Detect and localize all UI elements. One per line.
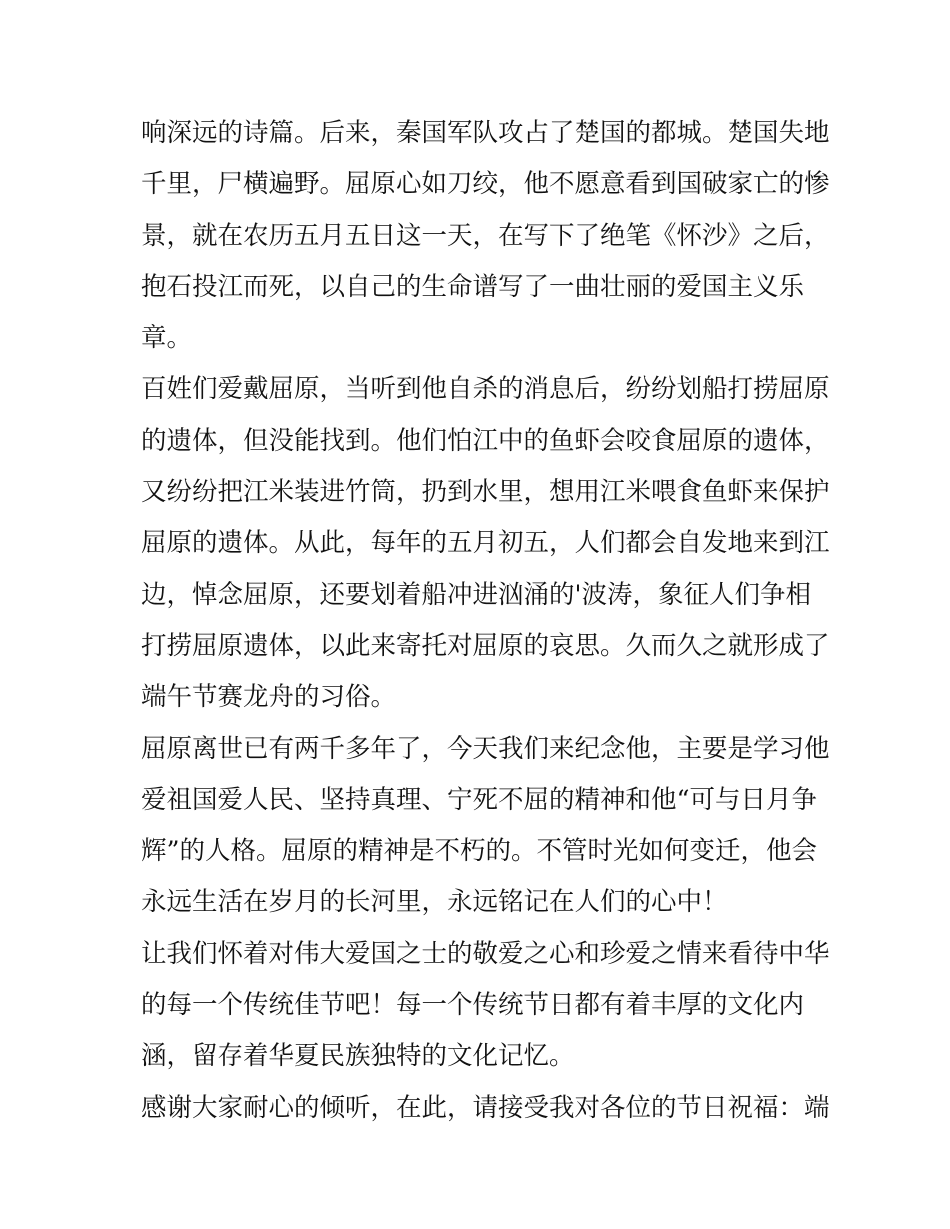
text-line: 永远生活在岁月的长河里，永远铭记在人们的心中！ (141, 887, 728, 918)
text-line: 辉”的人格。屈原的精神是不朽的。不管时光如何变迁，他会 (141, 836, 818, 867)
text-line: 抱石投江而死，以自己的生命谱写了一曲壮丽的爱国主义乐 (141, 271, 805, 302)
text-line: 百姓们爱戴屈原，当听到他自杀的消息后，纷纷划船打捞屈原 (141, 374, 830, 405)
text-line: 的遗体，但没能找到。他们怕江中的鱼虾会咬食屈原的遗体， (141, 425, 830, 456)
text-line: 边，悼念屈原，还要划着船冲进汹涌的'波涛，象征人们争相 (141, 579, 812, 610)
text-line: 打捞屈原遗体，以此来寄托对屈原的哀思。久而久之就形成了 (141, 630, 830, 661)
text-line: 涵，留存着华夏民族独特的文化记忆。 (141, 1041, 575, 1072)
text-line: 端午节赛龙舟的习俗。 (141, 682, 397, 713)
text-line: 的每一个传统佳节吧！每一个传统节日都有着丰厚的文化内 (141, 990, 805, 1021)
text-line: 屈原的遗体。从此，每年的五月初五，人们都会自发地来到江 (141, 528, 830, 559)
text-line: 爱祖国爱人民、坚持真理、宁死不屈的精神和他“可与日月争 (141, 784, 818, 815)
text-line: 景，就在农历五月五日这一天，在写下了绝笔《怀沙》之后， (141, 220, 830, 251)
text-line: 屈原离世已有两千多年了，今天我们来纪念他，主要是学习他 (141, 733, 830, 764)
document-body-text (141, 108, 830, 1134)
text-line: 响深远的诗篇。后来，秦国军队攻占了楚国的都城。楚国失地 (141, 118, 830, 148)
text-line: 感谢大家耐心的倾听，在此，请接受我对各位的节日祝福：端 (141, 1092, 830, 1123)
text-line: 千里，尸横遍野。屈原心如刀绞，他不愿意看到国破家亡的惨 (141, 169, 830, 200)
text-line: 章。 (141, 323, 193, 354)
text-line: 又纷纷把江米装进竹筒，扔到水里，想用江米喂食鱼虾来保护 (141, 477, 830, 508)
text-line: 让我们怀着对伟大爱国之士的敬爱之心和珍爱之情来看待中华 (141, 938, 830, 969)
